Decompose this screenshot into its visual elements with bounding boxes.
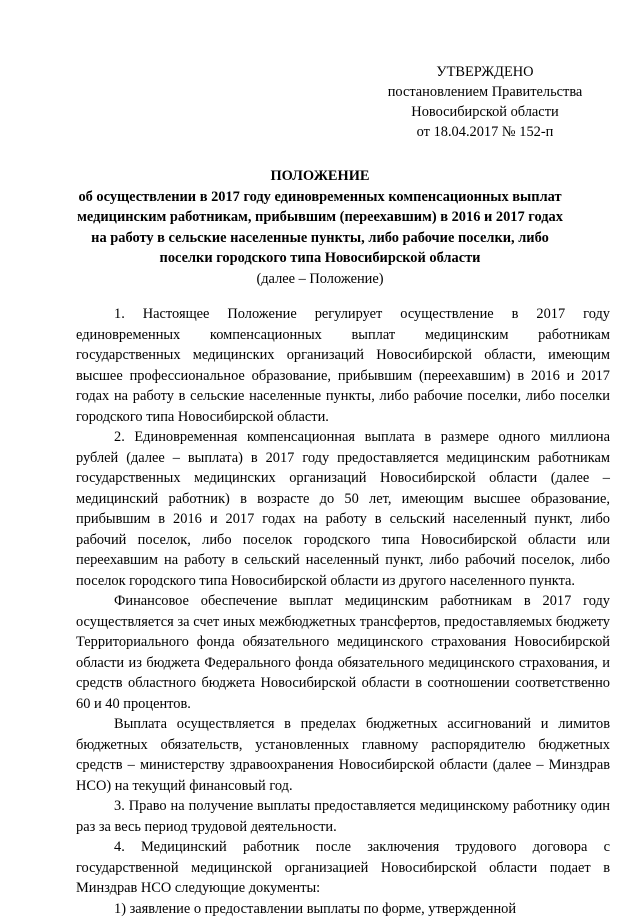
document-heading: ПОЛОЖЕНИЕ bbox=[40, 166, 600, 187]
document-title-block bbox=[40, 166, 600, 289]
approval-date-number: от 18.04.2017 № 152-п bbox=[370, 122, 600, 142]
document-title-line: на работу в сельские населенные пункты, либо рабочие поселки, либо bbox=[40, 228, 600, 249]
approval-region: Новосибирской области bbox=[370, 102, 600, 122]
approval-issuer: постановлением Правительства bbox=[370, 82, 600, 102]
document-title-line: поселки городского типа Новосибирской области bbox=[40, 248, 600, 269]
document-title-line: медицинским работникам, прибывшим (переехавшим) в 2016 и 2017 годах bbox=[40, 207, 600, 228]
paragraph: 3. Право на получение выплаты предоставляется медицинскому работнику один раз за весь период трудовой деятельности. bbox=[76, 796, 610, 837]
paragraph: 2. Единовременная компенсационная выплата в размере одного миллиона рублей (далее – выплата) в 2017 году предоставляется медицинским работникам государственных медицинских организаций Новосибирской области (далее – медицинский работник) в возрасте до 50 лет, имеющим высшее образование, прибывшим в 2016 и 2017 годах на работу в сельский населенный пункт, либо рабочий поселок, либо поселок городского типа Новосибирской области или переехавшим на работу в сельский населенный пункт, либо рабочий поселок, либо поселок городского типа Новосибирской области из другого населенного пункта. bbox=[76, 427, 610, 591]
document-subtitle: (далее – Положение) bbox=[40, 269, 600, 290]
paragraph: Выплата осуществляется в пределах бюджетных ассигнований и лимитов бюджетных обязательств, установленных главному распорядителю бюджетных средств – министерству здравоохранения Новосибирской области (далее – Минздрав НСО) на текущий финансовый год. bbox=[76, 714, 610, 796]
approval-stamp bbox=[370, 62, 600, 142]
paragraph: 4. Медицинский работник после заключения трудового договора с государственной медицинской организацией Новосибирской области подает в Минздрав НСО следующие документы: bbox=[76, 837, 610, 899]
paragraph: 1) заявление о предоставлении выплаты по форме, утвержденной bbox=[76, 899, 610, 919]
paragraph: Финансовое обеспечение выплат медицинским работникам в 2017 году осуществляется за счет иных межбюджетных трансфертов, предоставляемых бюджету Территориального фонда обязательного медицинского страхования Новосибирской области из бюджета Федерального фонда обязательного медицинского страхования, и средств областного бюджета Новосибирской области в соотношении соответственно 60 и 40 процентов. bbox=[76, 591, 610, 714]
document-title-line: об осуществлении в 2017 году единовременных компенсационных выплат bbox=[40, 187, 600, 208]
approval-heading: УТВЕРЖДЕНО bbox=[370, 62, 600, 82]
document-body bbox=[76, 304, 610, 919]
paragraph: 1. Настоящее Положение регулирует осуществление в 2017 году единовременных компенсационных выплат медицинским работникам государственных медицинских организаций Новосибирской области, имеющим высшее профессиональное образование, прибывшим (переехавшим) в 2016 и 2017 годах на работу в сельские населенные пункты, либо рабочие поселки, либо поселки городского типа Новосибирской области. bbox=[76, 304, 610, 427]
